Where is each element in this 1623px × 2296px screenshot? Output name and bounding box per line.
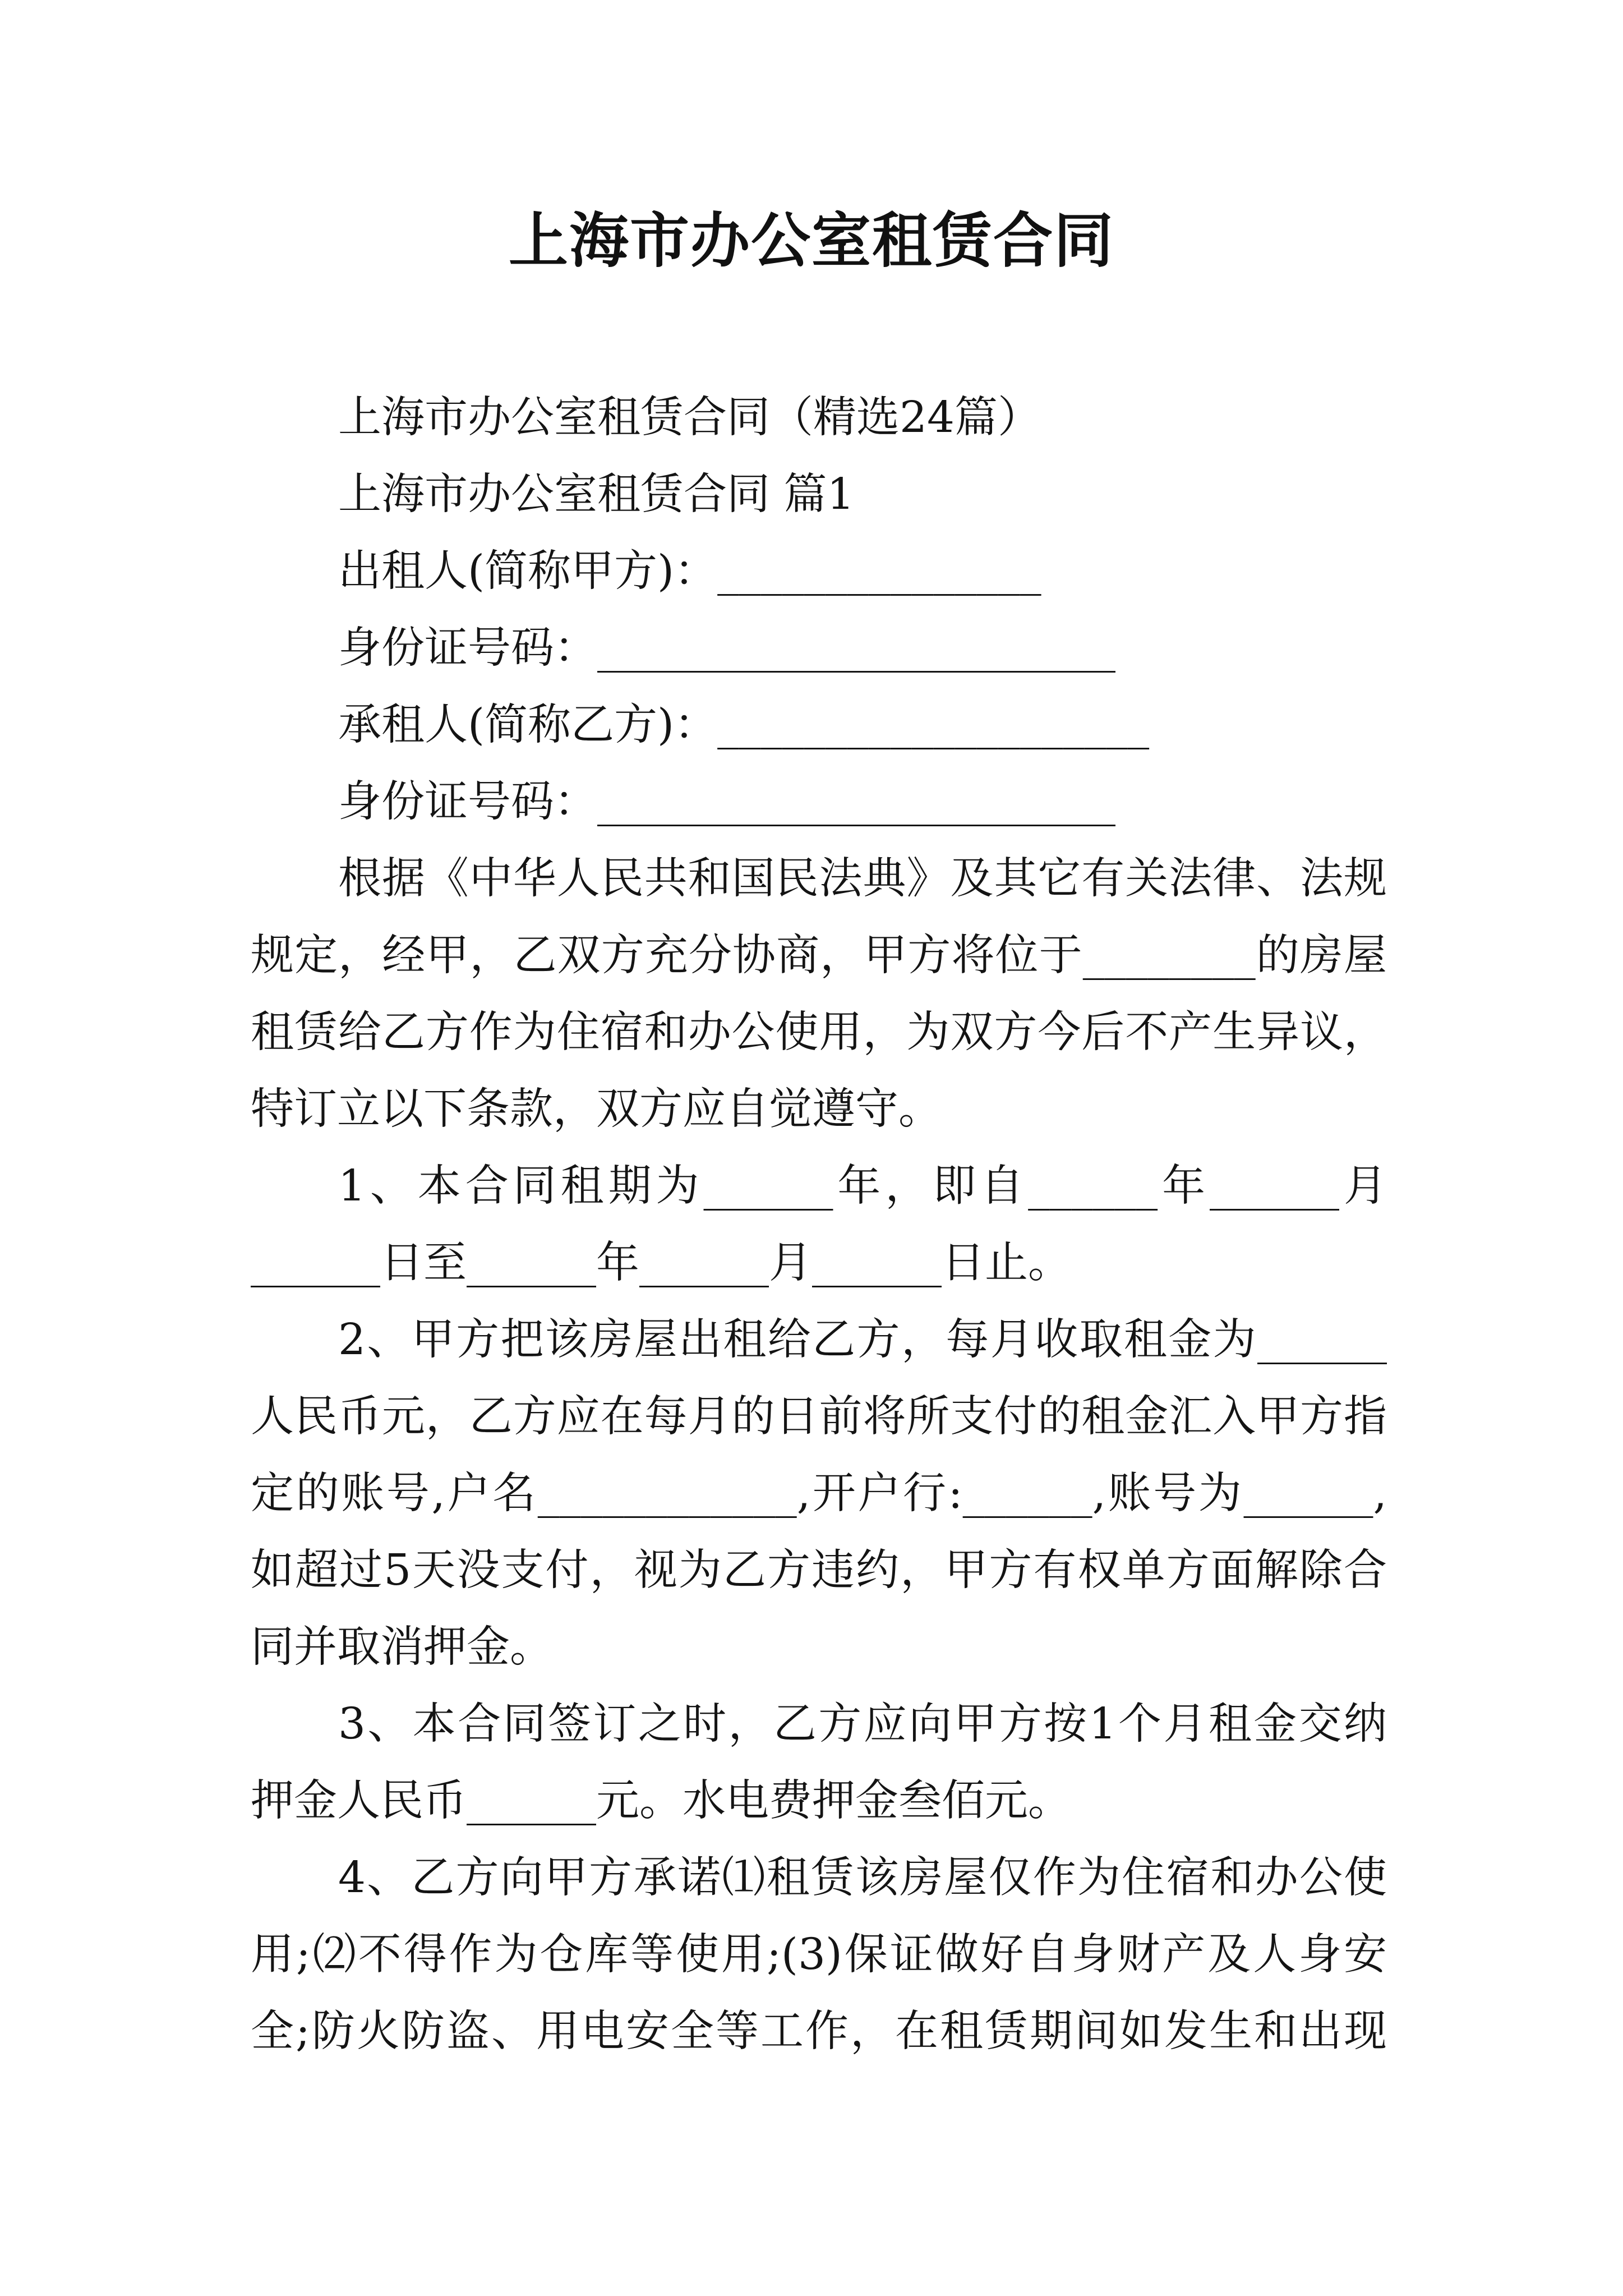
lessee-id-field: 身份证号码：________________________: [338, 777, 1115, 827]
paragraph-line: 4、乙方向甲方承诺⑴租赁该房屋仅作为住宿和办公使: [338, 1853, 1387, 1903]
clause-2: [251, 1301, 1387, 1686]
paragraph-line: 定的账号,户名____________,开户行:______,账号为______,: [251, 1469, 1387, 1519]
paragraph-line: 人民币元，乙方应在每月的日前将所支付的租金汇入甲方指: [251, 1392, 1387, 1442]
clause-3: [251, 1686, 1387, 1839]
section-heading: 上海市办公室租赁合同 篇1: [338, 470, 855, 519]
collection-heading: 上海市办公室租赁合同（精选24篇）: [338, 393, 1041, 443]
paragraph-preamble: [251, 840, 1387, 1148]
paragraph-line: 1、本合同租期为______年，即自______年______月: [338, 1161, 1387, 1211]
paragraph-line: 规定，经甲，乙双方充分协商，甲方将位于________的房屋: [251, 931, 1387, 981]
lessor-field: 出租人(简称甲方)：_______________: [338, 546, 1041, 596]
paragraph-line: 特订立以下条款，双方应自觉遵守。: [251, 1084, 942, 1134]
lessor-id-field: 身份证号码：________________________: [338, 623, 1115, 673]
paragraph-line: 租赁给乙方作为住宿和办公使用，为双方今后不产生异议，: [251, 1007, 1387, 1057]
paragraph-line: 同并取消押金。: [251, 1622, 553, 1672]
document-body: [251, 379, 1387, 2070]
paragraph-line: 押金人民币______元。水电费押金叁佰元。: [251, 1776, 1071, 1826]
paragraph-line: 用;⑵不得作为仓库等使用;(3)保证做好自身财产及人身安: [251, 1930, 1387, 1980]
document-title: 上海市办公室租赁合同: [509, 205, 1114, 275]
paragraph-line: 如超过5天没支付，视为乙方违约，甲方有权单方面解除合: [251, 1545, 1387, 1595]
paragraph-line: 2、甲方把该房屋出租给乙方，每月收取租金为______: [338, 1315, 1387, 1365]
lessee-field: 承租人(简称乙方)：____________________: [338, 700, 1150, 750]
clause-1: [251, 1148, 1387, 1301]
paragraph-line: ______日至______年______月______日止。: [251, 1238, 1071, 1288]
paragraph-line: 全;防火防盗、用电安全等工作，在租赁期间如发生和出现: [251, 2007, 1387, 2056]
clause-4: [251, 1839, 1387, 2070]
paragraph-line: 3、本合同签订之时，乙方应向甲方按1个月租金交纳: [338, 1699, 1387, 1749]
paragraph-line: 根据《中华人民共和国民法典》及其它有关法律、法规: [338, 854, 1387, 904]
